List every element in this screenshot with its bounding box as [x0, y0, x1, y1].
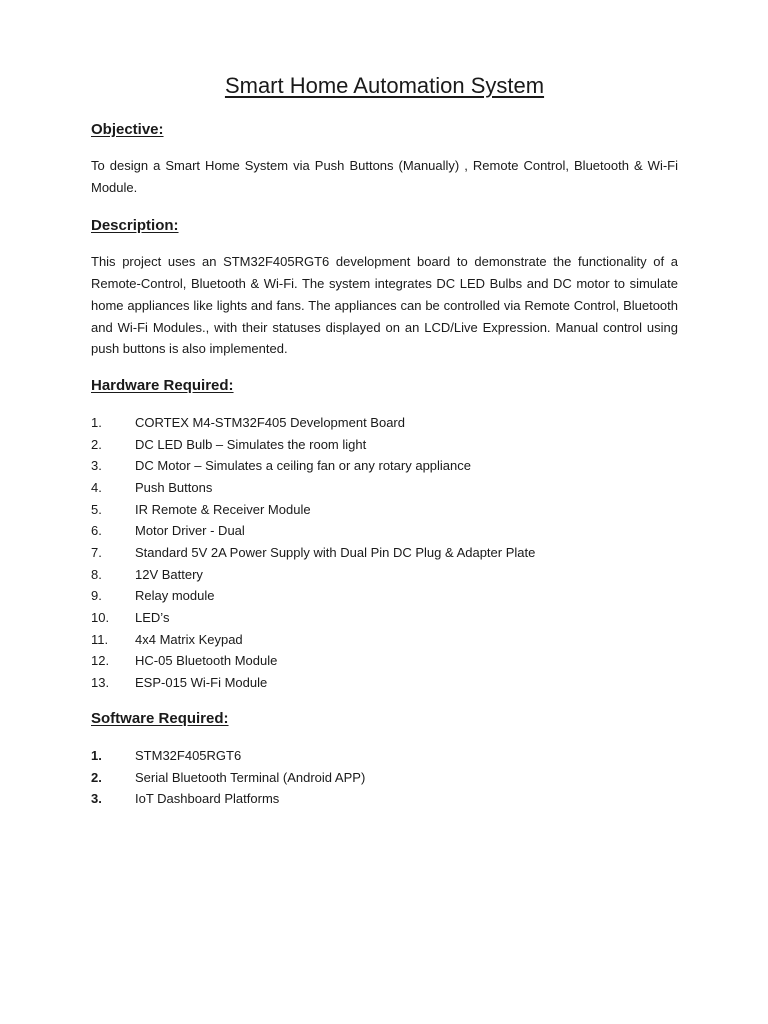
hardware-list-item: [91, 434, 678, 456]
hardware-list-item: [91, 585, 678, 607]
list-item-text: Relay module: [135, 588, 215, 604]
objective-heading: Objective:: [91, 121, 164, 138]
software-list-item: [91, 745, 678, 767]
list-number: 8.: [91, 566, 102, 582]
hardware-list-item: [91, 477, 678, 499]
software-list-item: [91, 788, 678, 810]
list-number: 2.: [91, 436, 102, 452]
list-item-text: DC LED Bulb – Simulates the room light: [135, 436, 367, 452]
list-number: 1.: [91, 747, 102, 763]
hardware-heading: Hardware Required:: [91, 376, 234, 394]
list-item-text: IoT Dashboard Platforms: [135, 791, 280, 807]
list-item-text: 12V Battery: [135, 566, 203, 582]
hardware-list-item: [91, 607, 678, 629]
list-number: 4.: [91, 479, 102, 495]
list-item-text: IR Remote & Receiver Module: [135, 501, 311, 517]
hardware-list-item: [91, 542, 678, 564]
list-number: 6.: [91, 523, 102, 539]
list-number: 13.: [91, 675, 110, 691]
list-number: 9.: [91, 588, 102, 604]
hardware-list-item: [91, 520, 678, 542]
description-heading: Description:: [91, 217, 179, 235]
list-number: 7.: [91, 545, 102, 561]
software-list-item: [91, 767, 678, 789]
document-title: Smart Home Automation System: [224, 73, 545, 98]
list-item-text: Push Buttons: [135, 479, 213, 495]
list-item-text: STM32F405RGT6: [135, 747, 242, 763]
hardware-list: [91, 412, 678, 694]
list-number: 3.: [91, 458, 102, 474]
hardware-list-item: [91, 455, 678, 477]
list-number: 5.: [91, 501, 102, 517]
document-page: [91, 70, 678, 810]
list-item-text: ESP-015 Wi-Fi Module: [135, 675, 268, 691]
objective-text: To design a Smart Home System via Push Buttons (Manually) , Remote Control, Bluetooth & Wi-Fi Module.: [91, 158, 678, 195]
description-text: This project uses an STM32F405RGT6 development board to demonstrate the functionality of a Remote-Control, Bluetooth & Wi-Fi. The system integrates DC LED Bulbs and DC motor to simulate home appliances like lights and fans. The appliances can be controlled via Remote Control, Bluetooth and Wi-Fi Modules., with their statuses displayed on an LCD/Live Expression. Manual control using push buttons is also implemented.: [91, 254, 678, 357]
hardware-list-item: [91, 412, 678, 434]
software-heading: Software Required:: [91, 709, 229, 727]
list-number: 2.: [91, 769, 102, 785]
list-item-text: Standard 5V 2A Power Supply with Dual Pin DC Plug & Adapter Plate: [135, 545, 536, 561]
list-number: 12.: [91, 653, 110, 669]
list-number: 10.: [91, 610, 110, 626]
list-number: 1.: [91, 414, 102, 430]
software-list: [91, 745, 678, 810]
hardware-list-item: [91, 672, 678, 694]
hardware-list-item: [91, 650, 678, 672]
list-number: 11.: [91, 631, 109, 647]
hardware-list-item: [91, 564, 678, 586]
list-number: 3.: [91, 791, 102, 807]
list-item-text: HC-05 Bluetooth Module: [135, 653, 278, 669]
list-item-text: LED’s: [135, 610, 170, 626]
hardware-list-item: [91, 499, 678, 521]
list-item-text: Motor Driver - Dual: [135, 523, 245, 539]
list-item-text: Serial Bluetooth Terminal (Android APP): [135, 769, 366, 785]
list-item-text: DC Motor – Simulates a ceiling fan or any rotary appliance: [135, 458, 471, 474]
hardware-list-item: [91, 629, 678, 651]
list-item-text: CORTEX M4-STM32F405 Development Board: [135, 414, 405, 430]
list-item-text: 4x4 Matrix Keypad: [135, 631, 243, 647]
